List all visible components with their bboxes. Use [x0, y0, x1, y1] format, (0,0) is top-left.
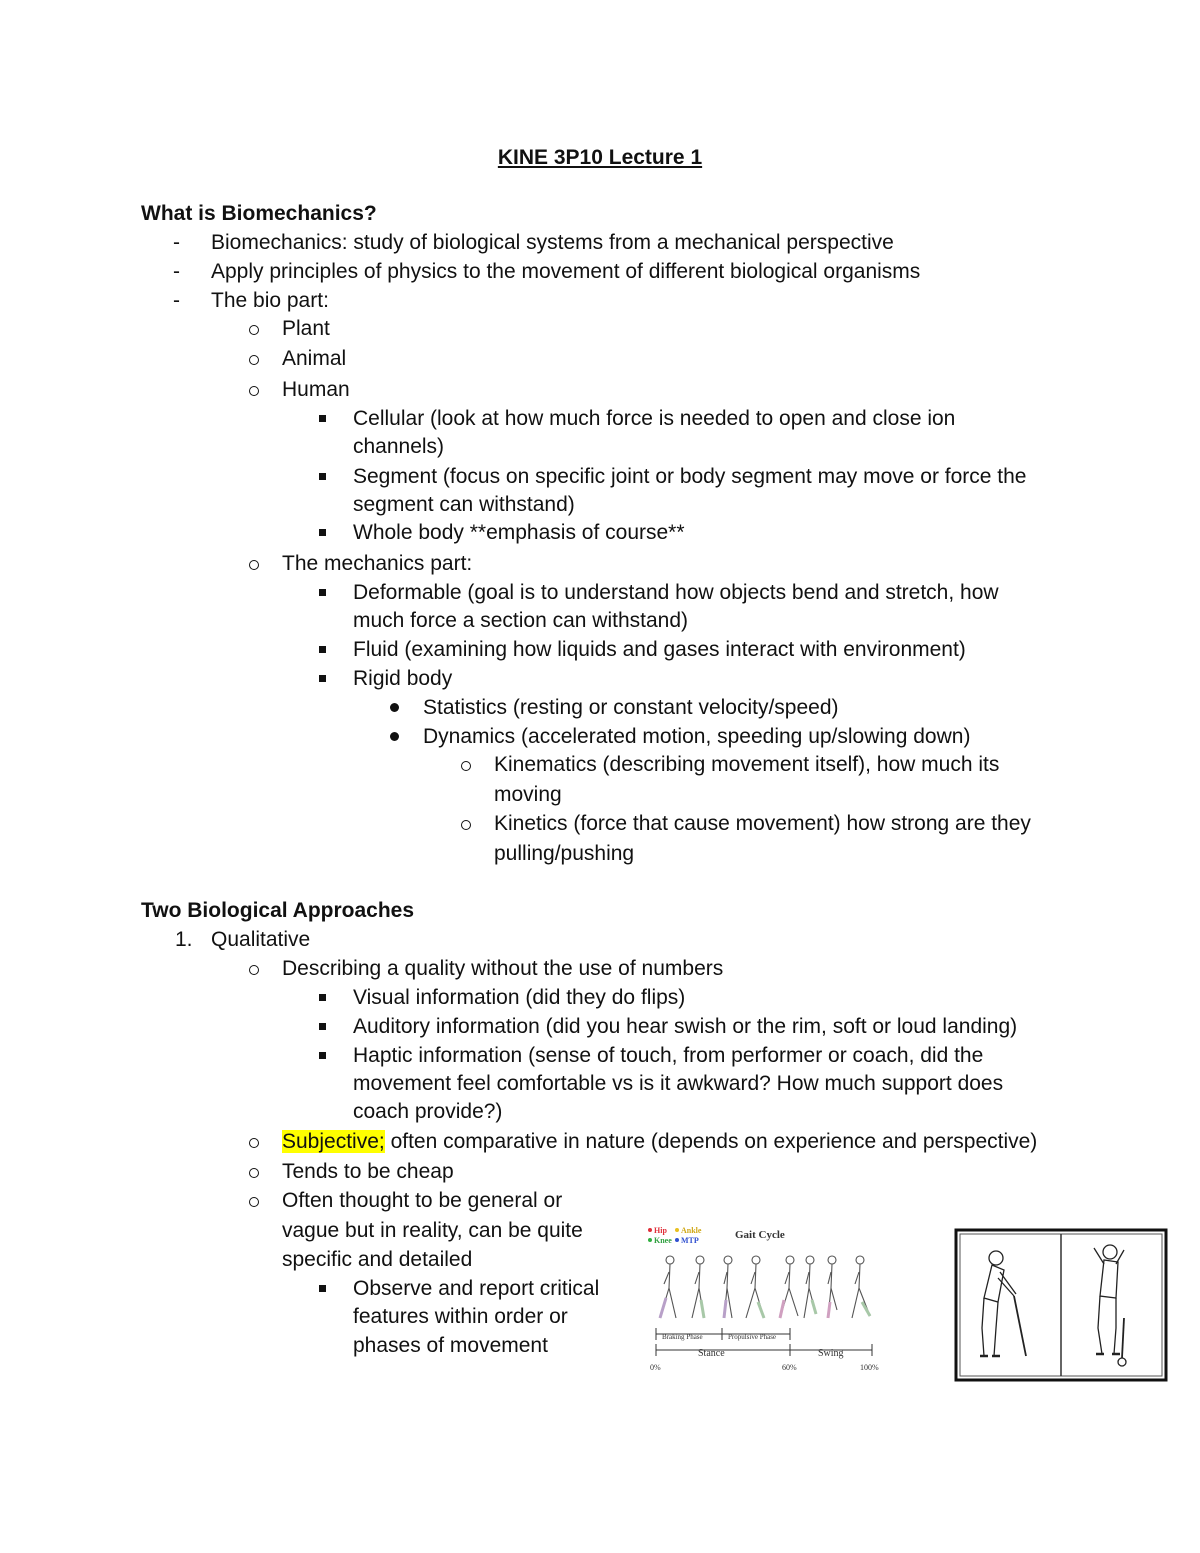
square-bullet-icon [319, 589, 326, 596]
list-item-continued: moving [494, 783, 562, 806]
legend-label-knee: Knee [654, 1236, 672, 1245]
list-item: Apply principles of physics to the movement of different biological organisms [211, 260, 921, 283]
list-item: Often thought to be general or [282, 1189, 563, 1212]
circle-bullet-icon [461, 761, 471, 771]
list-item-continued: channels) [353, 435, 445, 458]
legend-marker [675, 1238, 679, 1242]
square-bullet-icon [319, 1052, 326, 1059]
dash-bullet: - [173, 231, 180, 254]
pct-100-label: 100% [860, 1363, 879, 1372]
list-item-continued: movement feel comfortable vs is it awkward? How much support does [353, 1072, 1004, 1095]
section-heading-approaches: Two Biological Approaches [141, 899, 415, 922]
list-item-continued: vague but in reality, can be quite [282, 1219, 583, 1242]
list-item: Kinetics (force that cause movement) how strong are they [494, 812, 1031, 835]
list-item-continued: pulling/pushing [494, 842, 635, 865]
square-bullet-icon [319, 1285, 326, 1292]
legend-label-hip: Hip [654, 1226, 667, 1235]
list-number: 1. [175, 928, 193, 951]
circle-bullet-icon [249, 560, 259, 570]
circle-bullet-icon [249, 325, 259, 335]
list-item-continued: phases of movement [353, 1334, 548, 1357]
list-item-continued: features within order or [353, 1305, 568, 1328]
propulsive-phase-label: Propulsive Phase [728, 1333, 777, 1341]
walker-figure-2 [692, 1256, 704, 1318]
list-item: Statistics (resting or constant velocity/speed) [423, 696, 839, 719]
golf-swing-figure [954, 1228, 1168, 1382]
list-item: Visual information (did they do flips) [353, 986, 686, 1009]
list-item-continued: specific and detailed [282, 1248, 473, 1271]
list-item: Deformable (goal is to understand how objects bend and stretch, how [353, 581, 999, 604]
circle-bullet-icon [249, 386, 259, 396]
dash-bullet: - [173, 260, 180, 283]
list-item: Kinematics (describing movement itself), how much its [494, 753, 1000, 776]
list-item: Observe and report critical [353, 1277, 600, 1300]
gait-cycle-figure [640, 1220, 890, 1380]
list-item: Dynamics (accelerated motion, speeding up/slowing down) [423, 725, 971, 748]
walker-figure-7 [828, 1256, 837, 1318]
list-item: Qualitative [211, 928, 311, 951]
circle-bullet-icon [249, 965, 259, 975]
legend-marker [648, 1238, 652, 1242]
list-item: Human [282, 378, 350, 401]
list-item: Tends to be cheap [282, 1160, 454, 1183]
circle-bullet-icon [249, 355, 259, 365]
list-item: Biomechanics: study of biological systems from a mechanical perspective [211, 231, 894, 254]
square-bullet-icon [319, 415, 326, 422]
square-bullet-icon [319, 473, 326, 480]
list-item: Haptic information (sense of touch, from performer or coach, did the [353, 1044, 984, 1067]
circle-bullet-icon [249, 1168, 259, 1178]
legend-marker [648, 1228, 652, 1232]
list-item: Animal [282, 347, 347, 370]
walker-figure-5 [780, 1256, 798, 1318]
list-item: Rigid body [353, 667, 453, 690]
list-item: Cellular (look at how much force is needed to open and close ion [353, 407, 956, 430]
list-item: Whole body **emphasis of course** [353, 521, 685, 544]
list-item-continued: much force a section can withstand) [353, 609, 688, 632]
dash-bullet: - [173, 289, 180, 312]
walker-figure-8 [852, 1256, 870, 1318]
square-bullet-icon [319, 675, 326, 682]
walking-figures [660, 1256, 870, 1318]
braking-phase-label: Braking Phase [662, 1333, 703, 1341]
walker-figure-1 [660, 1256, 676, 1318]
list-item-text: often comparative in nature (depends on experience and perspective) [384, 1130, 1038, 1153]
walker-figure-3 [724, 1256, 732, 1318]
legend-label-ankle: Ankle [681, 1226, 702, 1235]
circle-bullet-icon [249, 1138, 259, 1148]
list-item-continued: segment can withstand) [353, 493, 575, 516]
pct-0-label: 0% [650, 1363, 661, 1372]
legend-label-mtp: MTP [681, 1236, 699, 1245]
gait-title: Gait Cycle [735, 1229, 785, 1241]
list-item: Plant [282, 317, 330, 340]
stance-label: Stance [698, 1348, 725, 1359]
list-item: Fluid (examining how liquids and gases interact with environment) [353, 638, 966, 661]
square-bullet-icon [319, 994, 326, 1001]
list-item: Auditory information (did you hear swish or the rim, soft or loud landing) [353, 1015, 1018, 1038]
disc-bullet-icon [390, 703, 399, 712]
list-item: Describing a quality without the use of numbers [282, 957, 724, 980]
list-item: Segment (focus on specific joint or body segment may move or force the [353, 465, 1027, 488]
pct-60-label: 60% [782, 1363, 797, 1372]
walker-figure-6 [804, 1256, 816, 1318]
section-heading-biomechanics: What is Biomechanics? [141, 202, 377, 225]
list-item: The mechanics part: [282, 552, 473, 575]
swing-label: Swing [818, 1348, 844, 1359]
gait-legend [648, 1226, 702, 1245]
list-item-continued: coach provide?) [353, 1100, 503, 1123]
square-bullet-icon [319, 529, 326, 536]
circle-bullet-icon [249, 1197, 259, 1207]
page-title: KINE 3P10 Lecture 1 [497, 146, 703, 169]
legend-marker [675, 1228, 679, 1232]
walker-figure-4 [746, 1256, 764, 1318]
square-bullet-icon [319, 1023, 326, 1030]
square-bullet-icon [319, 646, 326, 653]
list-item: The bio part: [211, 289, 329, 312]
list-item [282, 1128, 1037, 1156]
disc-bullet-icon [390, 732, 399, 741]
highlighted-text: Subjective; [282, 1130, 385, 1153]
circle-bullet-icon [461, 820, 471, 830]
